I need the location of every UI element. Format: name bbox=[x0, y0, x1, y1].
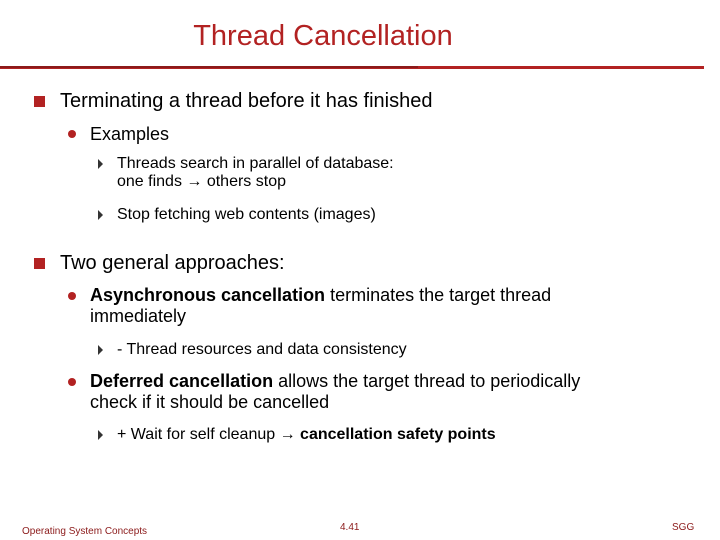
triangle-bullet-icon bbox=[98, 210, 103, 220]
deferred-line1 bbox=[90, 371, 580, 392]
square-bullet-icon bbox=[34, 258, 45, 269]
bullet-thread-resources: - Thread resources and data consistency bbox=[117, 341, 407, 358]
one-finds-text: one finds bbox=[117, 173, 187, 191]
footer-slide-number: 4.41 bbox=[340, 522, 360, 533]
footer-authors: SGG bbox=[672, 522, 695, 533]
round-bullet-icon bbox=[68, 292, 76, 300]
safety-points-text: cancellation safety points bbox=[295, 426, 496, 443]
others-stop-text: others stop bbox=[202, 173, 286, 191]
deferred-line2: check if it should be cancelled bbox=[90, 391, 330, 412]
arrow-right-icon: → bbox=[186, 173, 203, 191]
async-desc: terminates the target thread bbox=[325, 285, 552, 305]
footer-course-title: Operating System Concepts bbox=[22, 526, 148, 537]
bullet-two-approaches: Two general approaches: bbox=[60, 252, 285, 274]
arrow-right-icon: → bbox=[279, 426, 296, 443]
bullet-examples: Examples bbox=[90, 124, 170, 144]
bullet-terminating: Terminating a thread before it has finished bbox=[60, 90, 433, 112]
slide-title: Thread Cancellation bbox=[193, 20, 453, 52]
deferred-desc: allows the target thread to periodically bbox=[273, 371, 581, 391]
bullet-async-cancellation bbox=[90, 285, 551, 326]
async-line1 bbox=[90, 285, 551, 306]
round-bullet-icon bbox=[68, 378, 76, 386]
async-line2: immediately bbox=[90, 305, 187, 326]
bullet-deferred-cancellation bbox=[90, 371, 580, 412]
threads-search-line1: Threads search in parallel of database: bbox=[117, 155, 394, 172]
triangle-bullet-icon bbox=[98, 159, 103, 169]
title-underline-dark bbox=[0, 66, 418, 68]
triangle-bullet-icon bbox=[98, 430, 103, 440]
round-bullet-icon bbox=[68, 130, 76, 138]
bullet-stop-fetching: Stop fetching web contents (images) bbox=[117, 206, 376, 223]
title-underline bbox=[0, 66, 704, 69]
threads-search-line2 bbox=[117, 173, 394, 191]
triangle-bullet-icon bbox=[98, 345, 103, 355]
bullet-threads-search bbox=[117, 155, 394, 192]
wait-cleanup-text: + Wait for self cleanup bbox=[117, 426, 280, 443]
square-bullet-icon bbox=[34, 96, 45, 107]
bullet-wait-cleanup bbox=[117, 426, 496, 444]
deferred-term: Deferred cancellation bbox=[90, 371, 274, 391]
async-term: Asynchronous cancellation bbox=[90, 285, 326, 305]
